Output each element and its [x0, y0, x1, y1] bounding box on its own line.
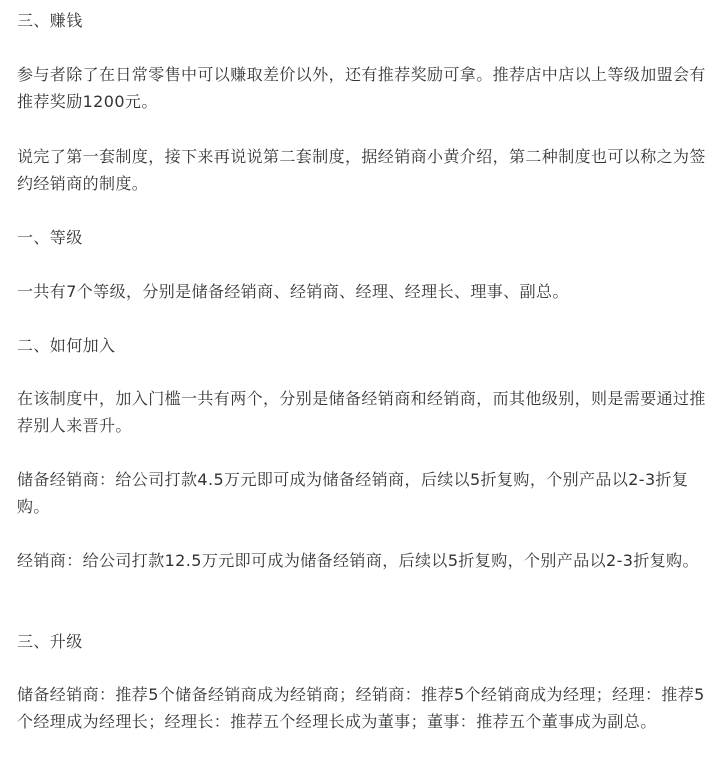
- paragraph-reserve-dealer: 储备经销商：给公司打款4.5万元即可成为储备经销商，后续以5折复购，个别产品以2-3折复购。: [17, 470, 689, 516]
- paragraph-second-system-intro: 说完了第一套制度，接下来再说说第二套制度，据经销商小黄介绍，第二种制度也可以称之为签约经销商的制度。: [17, 147, 706, 193]
- paragraph-dealer: 经销商：给公司打款12.5万元即可成为储备经销商，后续以5折复购，个别产品以2-3折复购。: [17, 551, 699, 570]
- paragraph-levels-list: 一共有7个等级，分别是储备经销商、经销商、经理、经理长、理事、副总。: [17, 282, 569, 301]
- paragraph-entry-thresholds: 在该制度中，加入门槛一共有两个，分别是储备经销商和经销商，而其他级别，则是需要通过推荐别人来晋升。: [17, 389, 706, 435]
- section-heading-upgrade: 三、升级: [17, 632, 83, 651]
- paragraph-upgrade-rules: 储备经销商：推荐5个储备经销商成为经销商；经销商：推荐5个经销商成为经理；经理：推荐5个经理成为经理长；经理长：推荐五个经理长成为董事；董事：推荐五个董事成为副总。: [17, 685, 705, 731]
- section-heading-how-to-join: 二、如何加入: [17, 336, 116, 355]
- section-heading-levels: 一、等级: [17, 228, 83, 247]
- section-heading-earn-money: 三、赚钱: [17, 11, 83, 30]
- paragraph-referral-reward: 参与者除了在日常零售中可以赚取差价以外，还有推荐奖励可拿。推荐店中店以上等级加盟会有推荐奖励1200元。: [17, 65, 706, 111]
